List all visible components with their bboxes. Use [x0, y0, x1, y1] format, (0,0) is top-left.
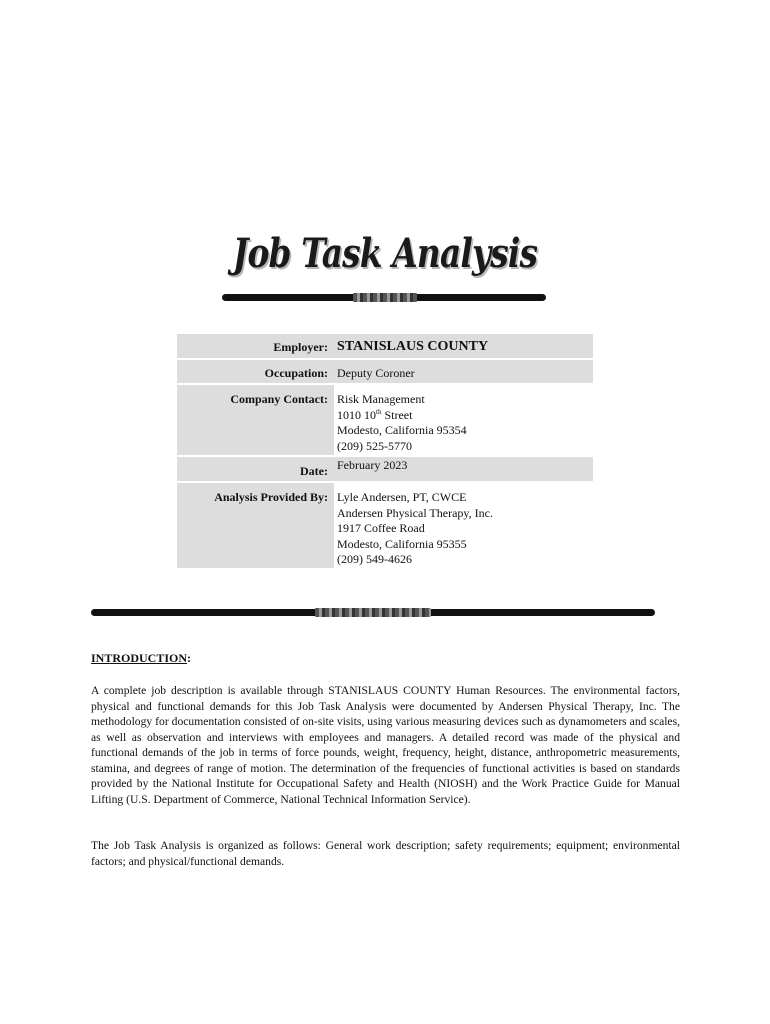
analysis-row: [177, 483, 593, 570]
contact-row: [177, 385, 593, 457]
document-title: Job Task Analysis: [232, 230, 538, 277]
analysis-line: (209) 549-4626: [337, 552, 412, 566]
occupation-row: [177, 360, 593, 385]
employer-label: Employer:: [177, 334, 334, 360]
date-row: [177, 457, 593, 483]
employer-value: STANISLAUS COUNTY: [334, 334, 593, 360]
decorative-divider-bottom: [91, 609, 655, 616]
info-table: [177, 334, 593, 570]
decorative-divider-top: [222, 294, 546, 301]
introduction-heading: INTRODUCTION:: [91, 651, 192, 665]
divider-ornament: [315, 608, 431, 617]
contact-label: Company Contact:: [177, 385, 334, 457]
organization-paragraph: The Job Task Analysis is organized as follows: General work description; safety requirements; equipment; environmental factors; and physical/functional demands.: [91, 839, 680, 868]
date-label: Date:: [177, 457, 334, 483]
analysis-line: Modesto, California 95355: [337, 536, 467, 551]
analysis-line: 1917 Coffee Road: [337, 521, 425, 535]
contact-line: (209) 525-5770: [337, 438, 412, 453]
occupation-value: Deputy Coroner: [334, 360, 593, 385]
introduction-paragraph: A complete job description is available through STANISLAUS COUNTY Human Resources. The environmental factors, physical and functional demands for this Job Task Analysis were documented by Andersen Physical Therapy, Inc. The methodology for documentation consisted of on-site visits, using various measuring devices such as dynamometers and scales, as well as observation and interviews with employees and managers. A detailed record was made of the physical and functional demands of the job in terms of force pounds, weight, frequency, height, distance, anthropometric measurements, stamina, and degrees of range of motion. The determination of the frequencies of functional activities is based on standards provided by the National Institute for Occupational Safety and Health (NIOSH) and the Work Practice Guide for Manual Lifting (U.S. Department of Commerce, National Technical Information Service).: [91, 684, 680, 806]
analysis-line: Lyle Andersen, PT, CWCE: [337, 490, 467, 504]
occupation-label: Occupation:: [177, 360, 334, 385]
contact-line: Risk Management: [337, 392, 425, 406]
contact-line: 1010 10th Street: [337, 407, 413, 422]
employer-row: [177, 334, 593, 360]
analysis-value: [334, 483, 593, 570]
contact-value: [334, 385, 593, 457]
date-value: February 2023: [334, 457, 593, 483]
analysis-line: Andersen Physical Therapy, Inc.: [337, 505, 493, 520]
contact-line: Modesto, California 95354: [337, 423, 467, 437]
divider-ornament: [353, 293, 417, 302]
analysis-label: Analysis Provided By:: [177, 483, 334, 570]
